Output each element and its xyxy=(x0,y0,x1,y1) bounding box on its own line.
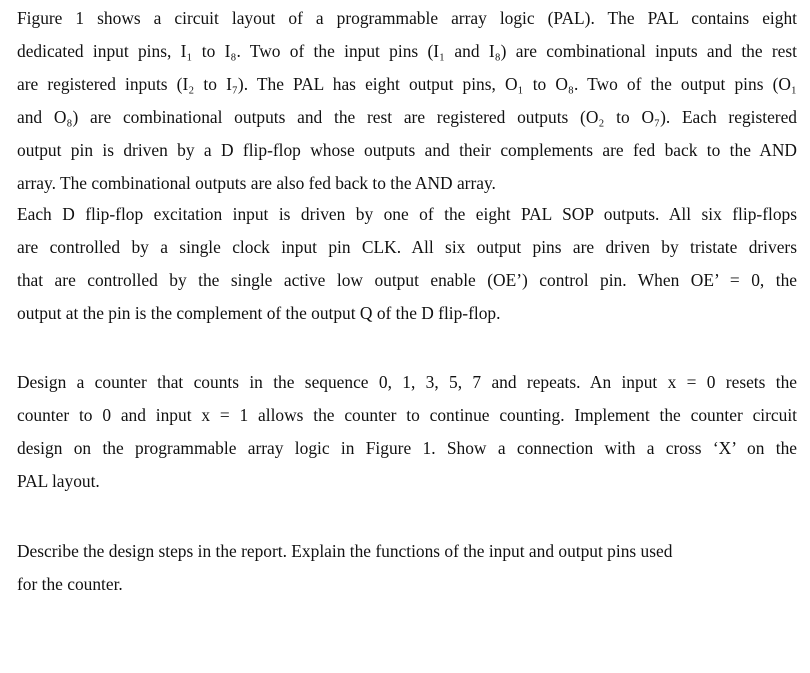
text-line: output pin is driven by a D flip-flop whose outputs and their complements are fed back to the AND xyxy=(17,140,797,160)
text-line: Describe the design steps in the report. Explain the functions of the input and output pins used xyxy=(17,541,673,561)
text-line: design on the programmable array logic in Figure 1. Show a connection with a cross ‘X’ on the xyxy=(17,438,797,458)
text-line: are registered inputs (I₂ to I₇). The PAL has eight output pins, O₁ to O₈. Two of the output pins (O₁ xyxy=(17,74,797,94)
text-line: counter to 0 and input x = 1 allows the counter to continue counting. Implement the counter circuit xyxy=(17,405,797,425)
paragraph-counter-task xyxy=(17,366,797,498)
text-line: output at the pin is the complement of the output Q of the D flip-flop. xyxy=(17,303,501,323)
text-line: are controlled by a single clock input pin CLK. All six output pins are driven by tristate drivers xyxy=(17,237,797,257)
text-line: Each D flip-flop excitation input is driven by one of the eight PAL SOP outputs. All six flip-flops xyxy=(17,204,797,224)
text-line: Design a counter that counts in the sequence 0, 1, 3, 5, 7 and repeats. An input x = 0 resets the xyxy=(17,372,797,392)
paragraph-flip-flop-description xyxy=(17,198,797,330)
text-line: and O₈) are combinational outputs and the rest are registered outputs (O₂ to O₇). Each registered xyxy=(17,107,797,127)
text-line: for the counter. xyxy=(17,574,123,594)
text-line: PAL layout. xyxy=(17,471,100,491)
paragraph-report-instructions xyxy=(17,535,797,601)
text-line: that are controlled by the single active low output enable (OE’) control pin. When OE’ = 0, the xyxy=(17,270,797,290)
text-line: array. The combinational outputs are also fed back to the AND array. xyxy=(17,173,496,193)
text-line: dedicated input pins, I₁ to I₈. Two of the input pins (I₁ and I₈) are combinational inputs and the rest xyxy=(17,41,797,61)
text-line: Figure 1 shows a circuit layout of a programmable array logic (PAL). The PAL contains eight xyxy=(17,8,797,28)
paragraph-pal-description xyxy=(17,2,797,200)
